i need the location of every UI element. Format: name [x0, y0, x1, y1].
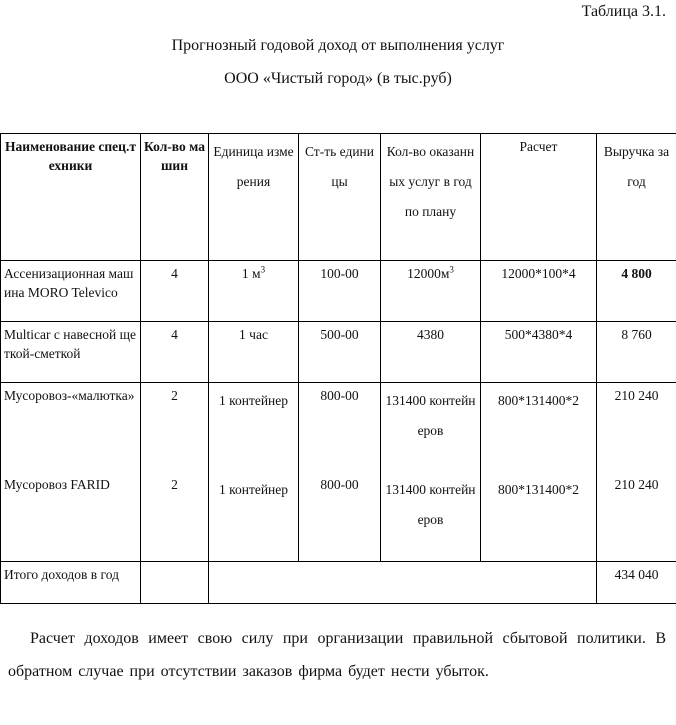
header-services: Кол-во оказанных услуг в год по плану	[381, 134, 481, 261]
total-empty-services	[381, 562, 481, 604]
total-empty-count	[141, 562, 209, 604]
table-row	[1, 472, 676, 562]
cell-count: 2	[141, 383, 209, 473]
cell-unit: 1 контейнер	[209, 383, 299, 473]
cell-services: 131400 контейнеров	[381, 472, 481, 562]
cell-revenue: 4 800	[597, 261, 676, 322]
cell-name: Мусоровоз FARID	[1, 472, 141, 562]
total-empty-unit	[209, 562, 299, 604]
cell-services: $12000м^3$	[381, 261, 481, 322]
cell-services: 4380	[381, 322, 481, 383]
cell-unit-cost: 800-00	[299, 383, 381, 473]
cell-revenue: 210 240	[597, 383, 676, 473]
total-empty-unit-cost	[299, 562, 381, 604]
header-revenue: Выручка за год	[597, 134, 676, 261]
table-row	[1, 322, 676, 383]
cell-unit-cost: 500-00	[299, 322, 381, 383]
header-count: Кол-во машин	[141, 134, 209, 261]
cell-unit: 1 час	[209, 322, 299, 383]
cell-calc: 800*131400*2	[481, 383, 597, 473]
header-unit-cost: Ст-ть единицы	[299, 134, 381, 261]
table-label: Таблица 3.1.	[581, 3, 666, 20]
cell-unit: 1 контейнер	[209, 472, 299, 562]
table-row	[1, 383, 676, 473]
header-calc: Расчет	[481, 134, 597, 261]
cell-count: 2	[141, 472, 209, 562]
cell-unit-cost: 800-00	[299, 472, 381, 562]
cell-services: 131400 контейнеров	[381, 383, 481, 473]
table-total-row	[1, 562, 676, 604]
cell-calc: 500*4380*4	[481, 322, 597, 383]
table-title-line-2: ООО «Чистый город» (в тыс.руб)	[224, 70, 452, 87]
header-name: Наименование спец.техники	[1, 134, 141, 261]
cell-unit-cost: 100-00	[299, 261, 381, 322]
cell-name: Multicar с навесной щеткой-сметкой	[1, 322, 141, 383]
cell-revenue: 210 240	[597, 472, 676, 562]
body-paragraph: Расчет доходов имеет свою силу при организации правильной сбытовой политики. В обратном случае при отсутствии заказов фирма будет нести убыток.	[8, 630, 666, 680]
total-label: Итого доходов в год	[1, 562, 141, 604]
total-revenue: 434 040	[597, 562, 676, 604]
cell-unit: 1 $м^3$	[209, 261, 299, 322]
cell-calc: 800*131400*2	[481, 472, 597, 562]
cell-calc: 12000*100*4	[481, 261, 597, 322]
header-unit: Единица измерения	[209, 134, 299, 261]
cell-revenue: 8 760	[597, 322, 676, 383]
cell-count: 4	[141, 322, 209, 383]
table-row	[1, 261, 676, 322]
cell-count: 4	[141, 261, 209, 322]
revenue-table	[0, 133, 676, 604]
table-title-line-1: Прогнозный годовой доход от выполнения услуг	[171, 37, 505, 54]
total-empty-calc	[481, 562, 597, 604]
cell-name: Мусоровоз-«малютка»	[1, 383, 141, 473]
table-header-row	[1, 134, 676, 261]
cell-name: Ассенизационная машина MORO Televico	[1, 261, 141, 322]
